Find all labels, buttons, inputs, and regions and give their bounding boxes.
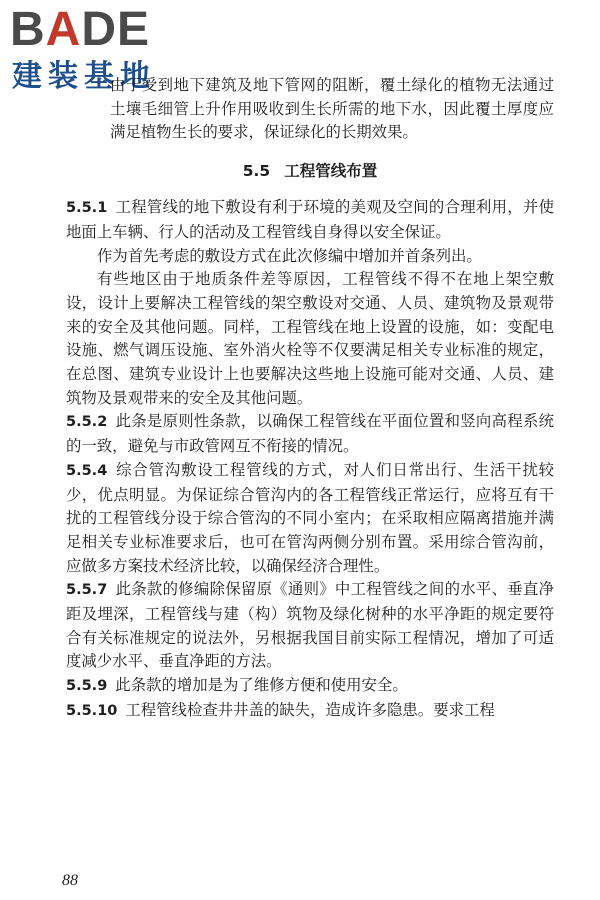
- brand-subtitle: 建装基地: [12, 59, 156, 94]
- section-heading: [66, 160, 554, 182]
- body-paragraph: [66, 268, 554, 410]
- clause-text: 此条是原则性条款，以确保工程管线在平面位置和竖向高程系统的一致，避免与市政管网互不衔接的情况。: [66, 412, 554, 456]
- clause-text: 工程管线的地下敷设有利于环境的美观及空间的合理利用，并使地面上车辆、行人的活动及工程管线自身得以安全保证。: [66, 198, 554, 241]
- clause-text: 综合管沟敷设工程管线的方式，对人们日常出行、生活干扰较少，优点明显。为保证综合管沟内的各工程管线正常运行，应将互有干扰的工程管线分设于综合管沟的不同小室内；在采取相应隔离措施并满足相关专业标准要求后，也可在管沟两侧分别布置。采用综合管沟前，应做多方案技术经济比较，以确保经济合理性。: [66, 460, 554, 575]
- brand-wordmark: BADE: [10, 3, 151, 56]
- page-number: 88: [62, 872, 78, 889]
- clause-text: 工程管线检查井井盖的缺失，造成许多隐患。要求工程: [125, 700, 495, 719]
- clause-paragraph: [66, 578, 554, 674]
- clause-text: 此条款的修编除保留原《通则》中工程管线之间的水平、垂直净距及埋深，工程管线与建（构）筑物及绿化树种的水平净距的规定要符合有关标准规定的说法外，另根据我国目前实际工程情况，增加了可适度减少水平、垂直净距的方法。: [66, 580, 554, 671]
- clause-number: 5.5.4: [66, 462, 108, 479]
- clause-paragraph: [66, 674, 554, 699]
- paragraph-text: 有些地区由于地质条件差等原因，工程管线不得不在地上架空敷设，设计上要解决工程管线的架空敷设对交通、人员、建筑物及景观带来的安全及其他问题。同样，工程管线在地上设置的设施，如：变配电设施、燃气调压设施、室外消火栓等不仅要满足相关专业标准的规定，在总图、建筑专业设计上也要解决这些地上设施可能对交通、人员、建筑物及景观带来的安全及其他问题。: [66, 270, 554, 407]
- section-number: 5.5: [242, 162, 271, 181]
- clause-paragraph: [66, 459, 554, 579]
- clause-paragraph: [66, 410, 554, 458]
- clause-number: 5.5.10: [66, 702, 118, 719]
- clause-number: 5.5.7: [66, 582, 108, 599]
- document-body: [66, 74, 554, 724]
- paragraph-text: 作为首先考虑的敷设方式在此次修编中增加并首条列出。: [97, 246, 482, 265]
- clause-paragraph: [66, 196, 554, 244]
- clause-number: 5.5.1: [66, 200, 108, 217]
- body-paragraph: [66, 245, 554, 269]
- clause-number: 5.5.2: [66, 414, 108, 431]
- clause-text: 此条款的增加是为了维修方便和使用安全。: [115, 676, 408, 695]
- clause-paragraph: [66, 699, 554, 724]
- clause-number: 5.5.9: [66, 678, 108, 695]
- intro-paragraph: 由于受到地下建筑及地下管网的阻断，覆土绿化的植物无法通过土壤毛细管上升作用吸收到生长所需的地下水，因此覆土厚度应满足植物生长的要求，保证绿化的长期效果。: [110, 76, 554, 142]
- section-title: 工程管线布置: [284, 162, 378, 181]
